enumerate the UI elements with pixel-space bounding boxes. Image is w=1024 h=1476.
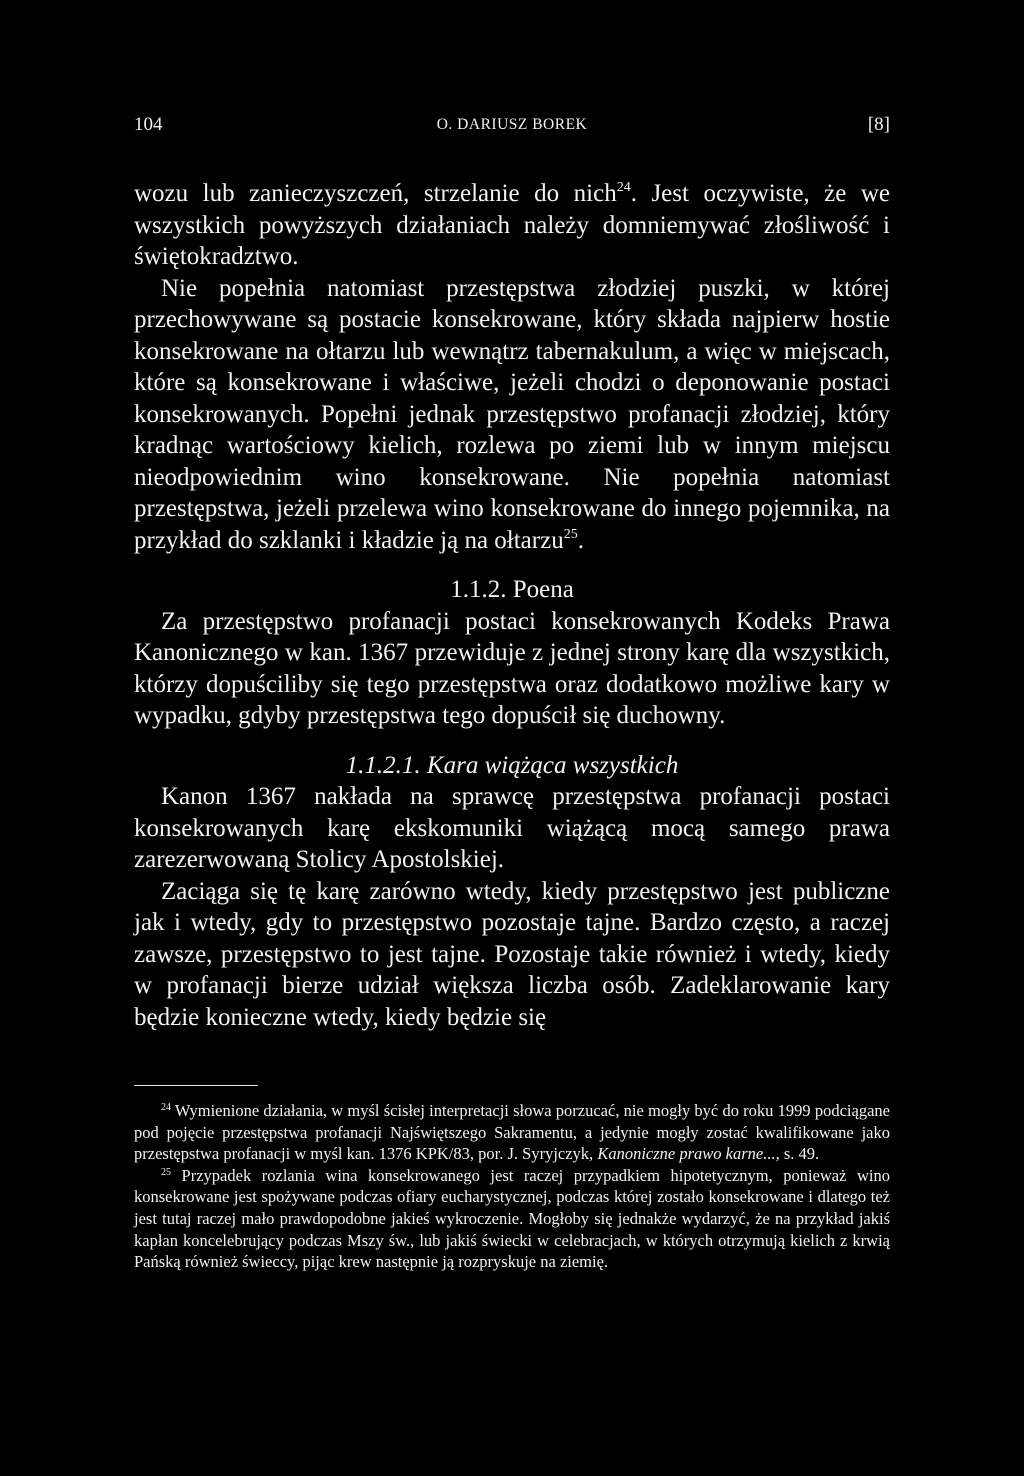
footnote-25: $^{25}$ Przypadek rozlania wina konsekrowanego jest raczej przypadkiem hipotetycznym, ponieważ wino konsekrowane jest spożywane podczas ofiary eucharystycznej, podczas której zostało konsekrowane i dlatego też jest tutaj raczej mało prawdopodobne jakieś wykroczenie. Mogłoby się jednakże wydarzyć, że na przykład jakiś kapłan koncelebrujący podczas Mszy św., lub jakiś świecki w celebracjach, w których otrzymują kielich z krwią Pańską również świeccy, pijąc krew następnie ją rozpryskuje na ziemię. bbox=[134, 1165, 890, 1272]
paragraph: Nie popełnia natomiast przestępstwa złodziej puszki, w której przechowywane są postacie konsekrowane, który składa najpierw hostie konsekrowane na ołtarzu lub wewnątrz tabernakulum, a więc w miejscach, które są konsekrowane i właściwe, jeżeli chodzi o deponowanie postaci konsekrowanych. Popełni jednak przestępstwo profanacji złodziej, który kradnąc wartościowy kielich, rozlewa po ziemi lub w innym miejscu nieodpowiednim wino konsekrowane. Nie popełnia natomiast przestępstwa, jeżeli przelewa wino konsekrowane do innego pojemnika, na przykład do szklanki i kładzie ją na ołtarzu$^{25}$. bbox=[134, 274, 890, 554]
section-number: [8] bbox=[867, 114, 890, 135]
main-text bbox=[134, 178, 890, 1033]
footnote-24: $^{24}$ Wymienione działania, w myśl ścisłej interpretacji słowa porzucać, nie mogły być do roku 1999 podciągane pod pojęcie przestępstwa profanacji Najświętszego Sakramentu, a jedynie mogły zostać kwalifikowane jako przestępstwa profanacji w myśl kan. 1376 KPK/83, por. J. Syryjczyk, Kanoniczne prawo karne..., s. 49. bbox=[134, 1101, 890, 1164]
running-head-author: O. DARIUSZ BOREK bbox=[436, 116, 588, 133]
page-number: 104 bbox=[134, 114, 163, 135]
paragraph: Kanon 1367 nakłada na sprawcę przestępstwa profanacji postaci konsekrowanych karę ekskomuniki wiążącą mocą samego prawa zarezerwowaną Stolicy Apostolskiej. bbox=[134, 783, 890, 873]
paragraph: Zaciąga się tę karę zarówno wtedy, kiedy przestępstwo jest publiczne jak i wtedy, gdy to przestępstwo pozostaje tajne. Bardzo często, a raczej zawsze, przestępstwo to jest tajne. Pozostaje takie również i wtedy, kiedy w profanacji bierze udział większa liczba osób. Zadeklarowanie kary będzie konieczne wtedy, kiedy będzie się bbox=[134, 877, 890, 1031]
subsection-heading: 1.1.2.1. Kara wiążąca wszystkich bbox=[345, 751, 679, 779]
paragraph-continued: wozu lub zanieczyszczeń, strzelanie do nich$^{24}$. Jest oczywiste, że we wszystkich powyższych działaniach należy domniemywać złośliwość i świętokradztwo. bbox=[134, 180, 890, 270]
footnote-separator bbox=[134, 1085, 258, 1086]
cited-title: Kanoniczne prawo karne... bbox=[597, 1144, 776, 1164]
running-header bbox=[134, 112, 890, 142]
paragraph: Za przestępstwo profanacji postaci konsekrowanych Kodeks Prawa Kanonicznego w kan. 1367 przewiduje z jednej strony karę dla wszystkich, którzy dopuściliby się tego przestępstwa oraz dodatkowo możliwe kary w wypadku, gdyby przestępstwa tego dopuścił się duchowny. bbox=[134, 607, 890, 729]
footnote-ref-25[interactable]: 25 bbox=[563, 526, 578, 542]
footnotes bbox=[134, 1100, 890, 1273]
footnote-ref-24[interactable]: 24 bbox=[616, 180, 631, 195]
section-heading: 1.1.2. Poena bbox=[450, 576, 574, 603]
